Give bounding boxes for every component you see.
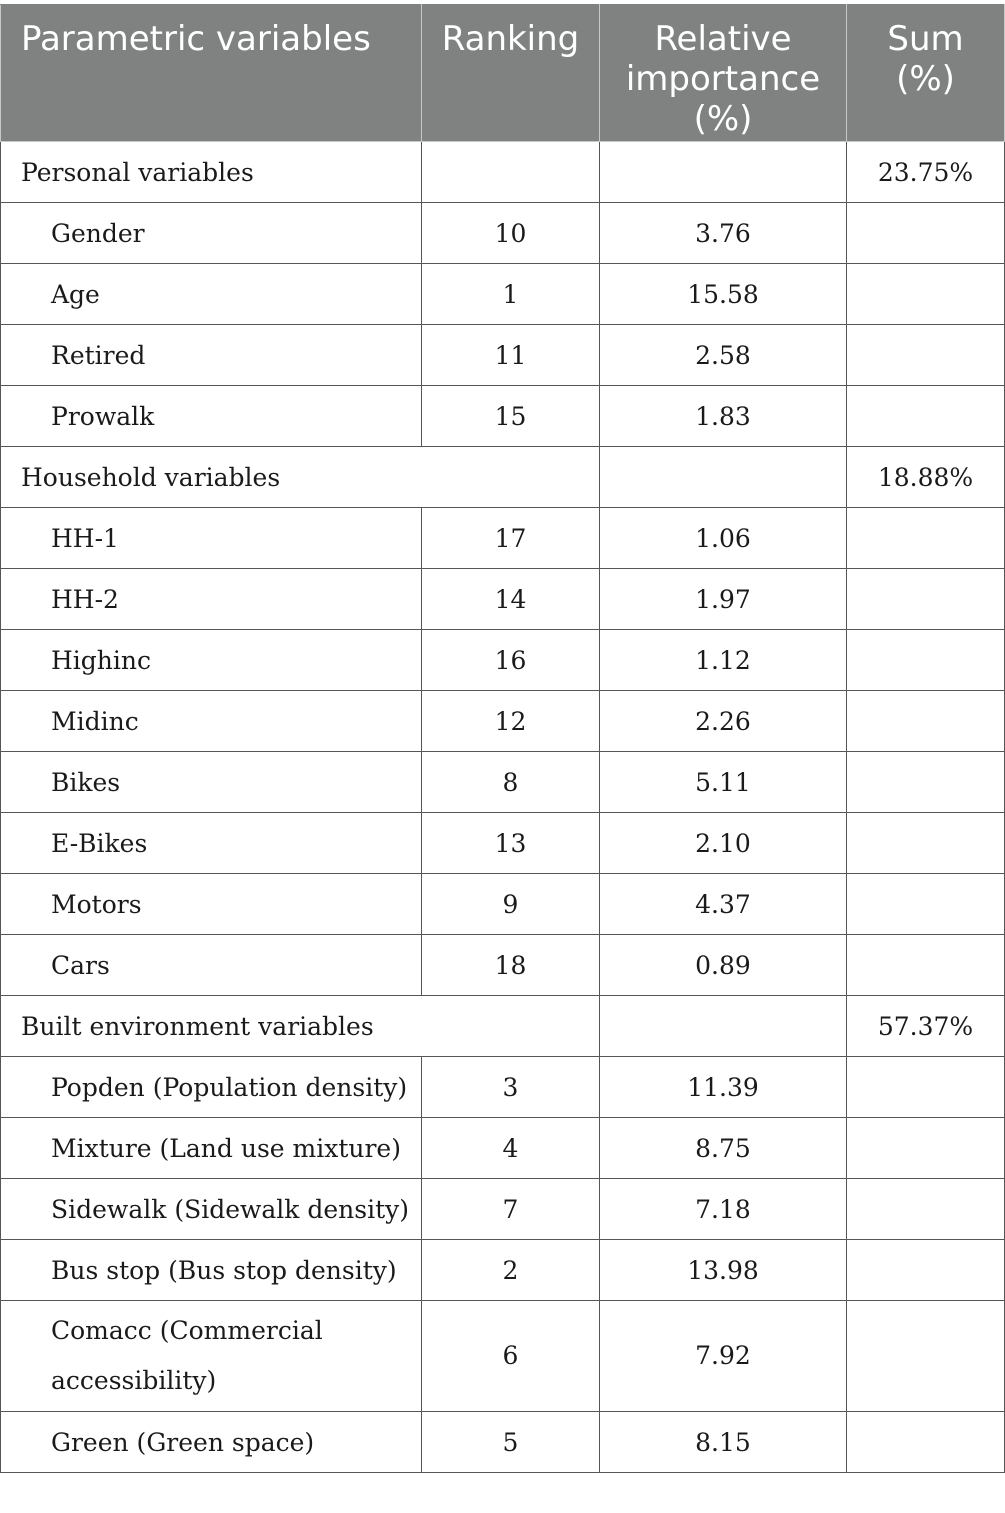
sum-cell	[847, 1240, 1005, 1301]
variable-name: Age	[1, 264, 422, 325]
group-sum: 18.88%	[847, 447, 1005, 508]
sum-cell	[847, 325, 1005, 386]
table-row	[1, 508, 1005, 569]
sum-cell	[847, 569, 1005, 630]
ranking-value: 2	[422, 1240, 600, 1301]
sum-cell	[847, 874, 1005, 935]
header-relative-importance-line1: Relative	[654, 19, 792, 59]
variable-name: HH-1	[1, 508, 422, 569]
importance-value: 1.06	[600, 508, 847, 569]
importance-value: 2.26	[600, 691, 847, 752]
table-body	[1, 142, 1005, 1473]
table-row	[1, 203, 1005, 264]
ranking-value: 12	[422, 691, 600, 752]
sum-cell	[847, 813, 1005, 874]
sum-cell	[847, 1057, 1005, 1118]
header-relative-importance-line2: importance	[625, 59, 821, 99]
group-row	[1, 447, 1005, 508]
importance-value: 3.76	[600, 203, 847, 264]
ranking-value: 14	[422, 569, 600, 630]
ranking-value: 5	[422, 1412, 600, 1473]
variable-name: Mixture (Land use mixture)	[1, 1118, 422, 1179]
variable-name: HH-2	[1, 569, 422, 630]
variable-name: Green (Green space)	[1, 1412, 422, 1473]
variable-name: Midinc	[1, 691, 422, 752]
header-sum-line1: Sum	[887, 19, 964, 59]
variable-name: Bus stop (Bus stop density)	[1, 1240, 422, 1301]
variable-name: E-Bikes	[1, 813, 422, 874]
ranking-value: 17	[422, 508, 600, 569]
importance-value: 2.58	[600, 325, 847, 386]
sum-cell	[847, 630, 1005, 691]
importance-value: 8.15	[600, 1412, 847, 1473]
table-row	[1, 1301, 1005, 1412]
ranking-value: 1	[422, 264, 600, 325]
importance-value: 4.37	[600, 874, 847, 935]
ranking-value: 10	[422, 203, 600, 264]
ranking-value: 7	[422, 1179, 600, 1240]
table-row	[1, 264, 1005, 325]
variable-name: Prowalk	[1, 386, 422, 447]
table-row	[1, 630, 1005, 691]
sum-cell	[847, 1412, 1005, 1473]
ranking-value: 6	[422, 1301, 600, 1412]
importance-value: 1.83	[600, 386, 847, 447]
ranking-value: 11	[422, 325, 600, 386]
ranking-value: 9	[422, 874, 600, 935]
table-row	[1, 691, 1005, 752]
empty-cell	[600, 996, 847, 1057]
sum-cell	[847, 752, 1005, 813]
group-row	[1, 142, 1005, 203]
importance-table	[0, 4, 1005, 1473]
table-row	[1, 935, 1005, 996]
empty-cell	[600, 447, 847, 508]
group-label: Household variables	[1, 447, 600, 508]
variable-name: Retired	[1, 325, 422, 386]
variable-name: Sidewalk (Sidewalk density)	[1, 1179, 422, 1240]
ranking-value: 13	[422, 813, 600, 874]
header-relative-importance-line3: (%)	[693, 99, 753, 139]
sum-cell	[847, 203, 1005, 264]
importance-value: 7.18	[600, 1179, 847, 1240]
table-row	[1, 1118, 1005, 1179]
ranking-value: 3	[422, 1057, 600, 1118]
importance-value: 0.89	[600, 935, 847, 996]
table-row	[1, 1240, 1005, 1301]
ranking-value: 4	[422, 1118, 600, 1179]
sum-cell	[847, 935, 1005, 996]
variable-name: Highinc	[1, 630, 422, 691]
importance-value: 15.58	[600, 264, 847, 325]
variable-name: Popden (Population density)	[1, 1057, 422, 1118]
group-row	[1, 996, 1005, 1057]
ranking-value: 8	[422, 752, 600, 813]
table-row	[1, 813, 1005, 874]
ranking-value: 18	[422, 935, 600, 996]
table-row	[1, 1179, 1005, 1240]
sum-cell	[847, 1301, 1005, 1412]
table-row	[1, 1057, 1005, 1118]
header-sum	[847, 5, 1005, 142]
table-header	[1, 5, 1005, 142]
sum-cell	[847, 1118, 1005, 1179]
ranking-value: 15	[422, 386, 600, 447]
group-label: Built environment variables	[1, 996, 600, 1057]
table-row	[1, 1412, 1005, 1473]
sum-cell	[847, 386, 1005, 447]
variable-name: Cars	[1, 935, 422, 996]
table-row	[1, 752, 1005, 813]
header-parametric-variables: Parametric variables	[1, 5, 422, 142]
table-row	[1, 874, 1005, 935]
table-row	[1, 569, 1005, 630]
header-relative-importance	[600, 5, 847, 142]
importance-value: 1.12	[600, 630, 847, 691]
header-sum-line2: (%)	[896, 59, 955, 99]
variable-name: Gender	[1, 203, 422, 264]
importance-value: 1.97	[600, 569, 847, 630]
importance-value: 2.10	[600, 813, 847, 874]
table-row	[1, 386, 1005, 447]
sum-cell	[847, 1179, 1005, 1240]
importance-value: 8.75	[600, 1118, 847, 1179]
sum-cell	[847, 264, 1005, 325]
importance-value: 11.39	[600, 1057, 847, 1118]
group-label: Personal variables	[1, 142, 422, 203]
variable-name: Comacc (Commercial accessibility)	[1, 1301, 422, 1412]
empty-cell	[422, 142, 600, 203]
sum-cell	[847, 508, 1005, 569]
variable-name: Motors	[1, 874, 422, 935]
importance-value: 5.11	[600, 752, 847, 813]
header-ranking: Ranking	[422, 5, 600, 142]
importance-value: 13.98	[600, 1240, 847, 1301]
sum-cell	[847, 691, 1005, 752]
variable-name: Bikes	[1, 752, 422, 813]
importance-value: 7.92	[600, 1301, 847, 1412]
ranking-value: 16	[422, 630, 600, 691]
table-row	[1, 325, 1005, 386]
group-sum: 23.75%	[847, 142, 1005, 203]
empty-cell	[600, 142, 847, 203]
group-sum: 57.37%	[847, 996, 1005, 1057]
